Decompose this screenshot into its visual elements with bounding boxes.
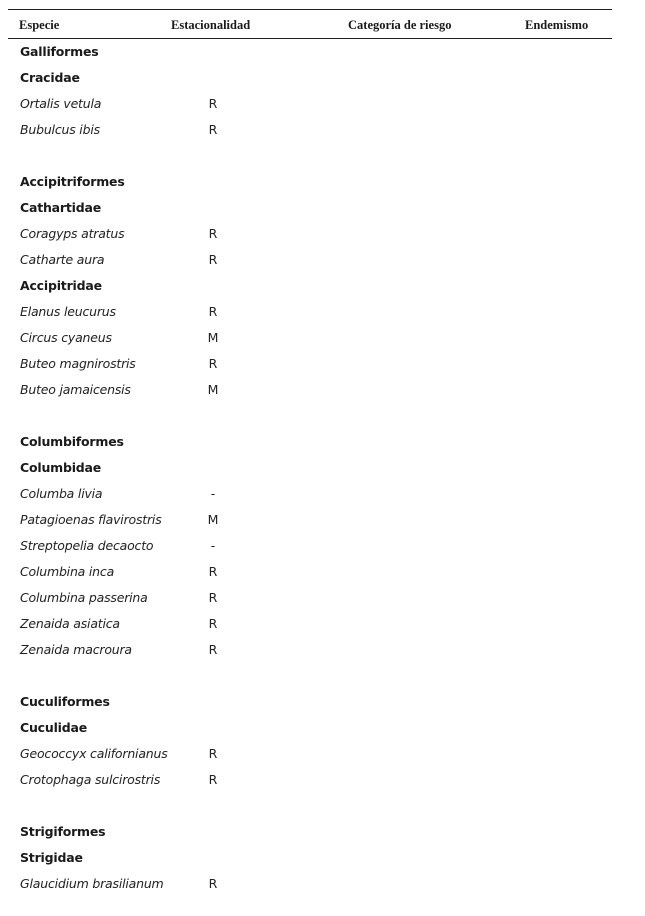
family-name: Cathartidae: [20, 200, 102, 215]
estacionalidad-value: M: [207, 512, 219, 527]
estacionalidad-value: R: [208, 122, 218, 137]
estacionalidad-value: R: [208, 616, 218, 631]
species-table: [8, 9, 612, 897]
table-body: [8, 39, 612, 897]
family-name: Strigidae: [20, 850, 83, 865]
table-header: [8, 10, 612, 38]
table-row: [8, 507, 612, 533]
estacionalidad-value: R: [208, 590, 218, 605]
species-name: Patagioenas flavirostris: [20, 512, 162, 527]
species-name: Elanus leucurus: [20, 304, 116, 319]
header-endemismo: Endemismo: [525, 18, 589, 32]
order-row: [8, 169, 612, 195]
table-row: [8, 325, 612, 351]
table-row: [8, 637, 612, 663]
table-row: [8, 559, 612, 585]
species-name: Ortalis vetula: [20, 96, 102, 111]
family-row: [8, 195, 612, 221]
species-name: Crotophaga sulcirostris: [20, 772, 161, 787]
table-row: [8, 533, 612, 559]
table-row: [8, 741, 612, 767]
table-row: [8, 767, 612, 793]
estacionalidad-value: R: [208, 746, 218, 761]
family-name: Cracidae: [20, 70, 80, 85]
species-name: Glaucidium brasilianum: [20, 876, 164, 891]
species-name: Streptopelia decaocto: [20, 538, 154, 553]
species-name: Buteo jamaicensis: [20, 382, 131, 397]
estacionalidad-value: -: [210, 538, 216, 553]
table-spacer-row: [8, 403, 612, 429]
estacionalidad-value: R: [208, 356, 218, 371]
estacionalidad-value: R: [208, 642, 218, 657]
estacionalidad-value: -: [210, 486, 216, 501]
estacionalidad-value: R: [208, 772, 218, 787]
species-name: Zenaida asiatica: [20, 616, 120, 631]
table-row: [8, 585, 612, 611]
order-name: Strigiformes: [20, 824, 106, 839]
family-name: Accipitridae: [20, 278, 102, 293]
order-name: Cuculiformes: [20, 694, 110, 709]
estacionalidad-value: R: [208, 226, 218, 241]
species-name: Columbina passerina: [20, 590, 148, 605]
table-row: [8, 91, 612, 117]
family-row: [8, 845, 612, 871]
estacionalidad-value: M: [207, 382, 219, 397]
table-row: [8, 351, 612, 377]
family-row: [8, 715, 612, 741]
table-row: [8, 481, 612, 507]
species-name: Geococcyx californianus: [20, 746, 168, 761]
estacionalidad-value: R: [208, 876, 218, 891]
table-row: [8, 299, 612, 325]
header-especie: Especie: [19, 18, 60, 32]
species-name: Columba livia: [20, 486, 103, 501]
species-name: Catharte aura: [20, 252, 105, 267]
estacionalidad-value: R: [208, 96, 218, 111]
order-row: [8, 689, 612, 715]
estacionalidad-value: M: [207, 330, 219, 345]
table-row: [8, 611, 612, 637]
order-row: [8, 429, 612, 455]
header-estacionalidad: Estacionalidad: [171, 18, 251, 32]
family-row: [8, 455, 612, 481]
table-row: [8, 377, 612, 403]
order-row: [8, 39, 612, 65]
species-name: Bubulcus ibis: [20, 122, 100, 137]
species-name: Circus cyaneus: [20, 330, 112, 345]
table-spacer-row: [8, 663, 612, 689]
header-categoria-riesgo: Categoría de riesgo: [348, 18, 452, 32]
estacionalidad-value: R: [208, 564, 218, 579]
species-name: Coragyps atratus: [20, 226, 125, 241]
estacionalidad-value: R: [208, 304, 218, 319]
estacionalidad-value: R: [208, 252, 218, 267]
order-name: Columbiformes: [20, 434, 124, 449]
family-name: Cuculidae: [20, 720, 88, 735]
table-spacer-row: [8, 793, 612, 819]
species-name: Buteo magnirostris: [20, 356, 136, 371]
table-row: [8, 117, 612, 143]
order-name: Galliformes: [20, 44, 99, 59]
table-row: [8, 871, 612, 897]
species-name: Zenaida macroura: [20, 642, 132, 657]
table-row: [8, 221, 612, 247]
family-row: [8, 273, 612, 299]
family-name: Columbidae: [20, 460, 102, 475]
species-name: Columbina inca: [20, 564, 115, 579]
table-spacer-row: [8, 143, 612, 169]
order-row: [8, 819, 612, 845]
family-row: [8, 65, 612, 91]
table-row: [8, 247, 612, 273]
order-name: Accipitriformes: [20, 174, 125, 189]
